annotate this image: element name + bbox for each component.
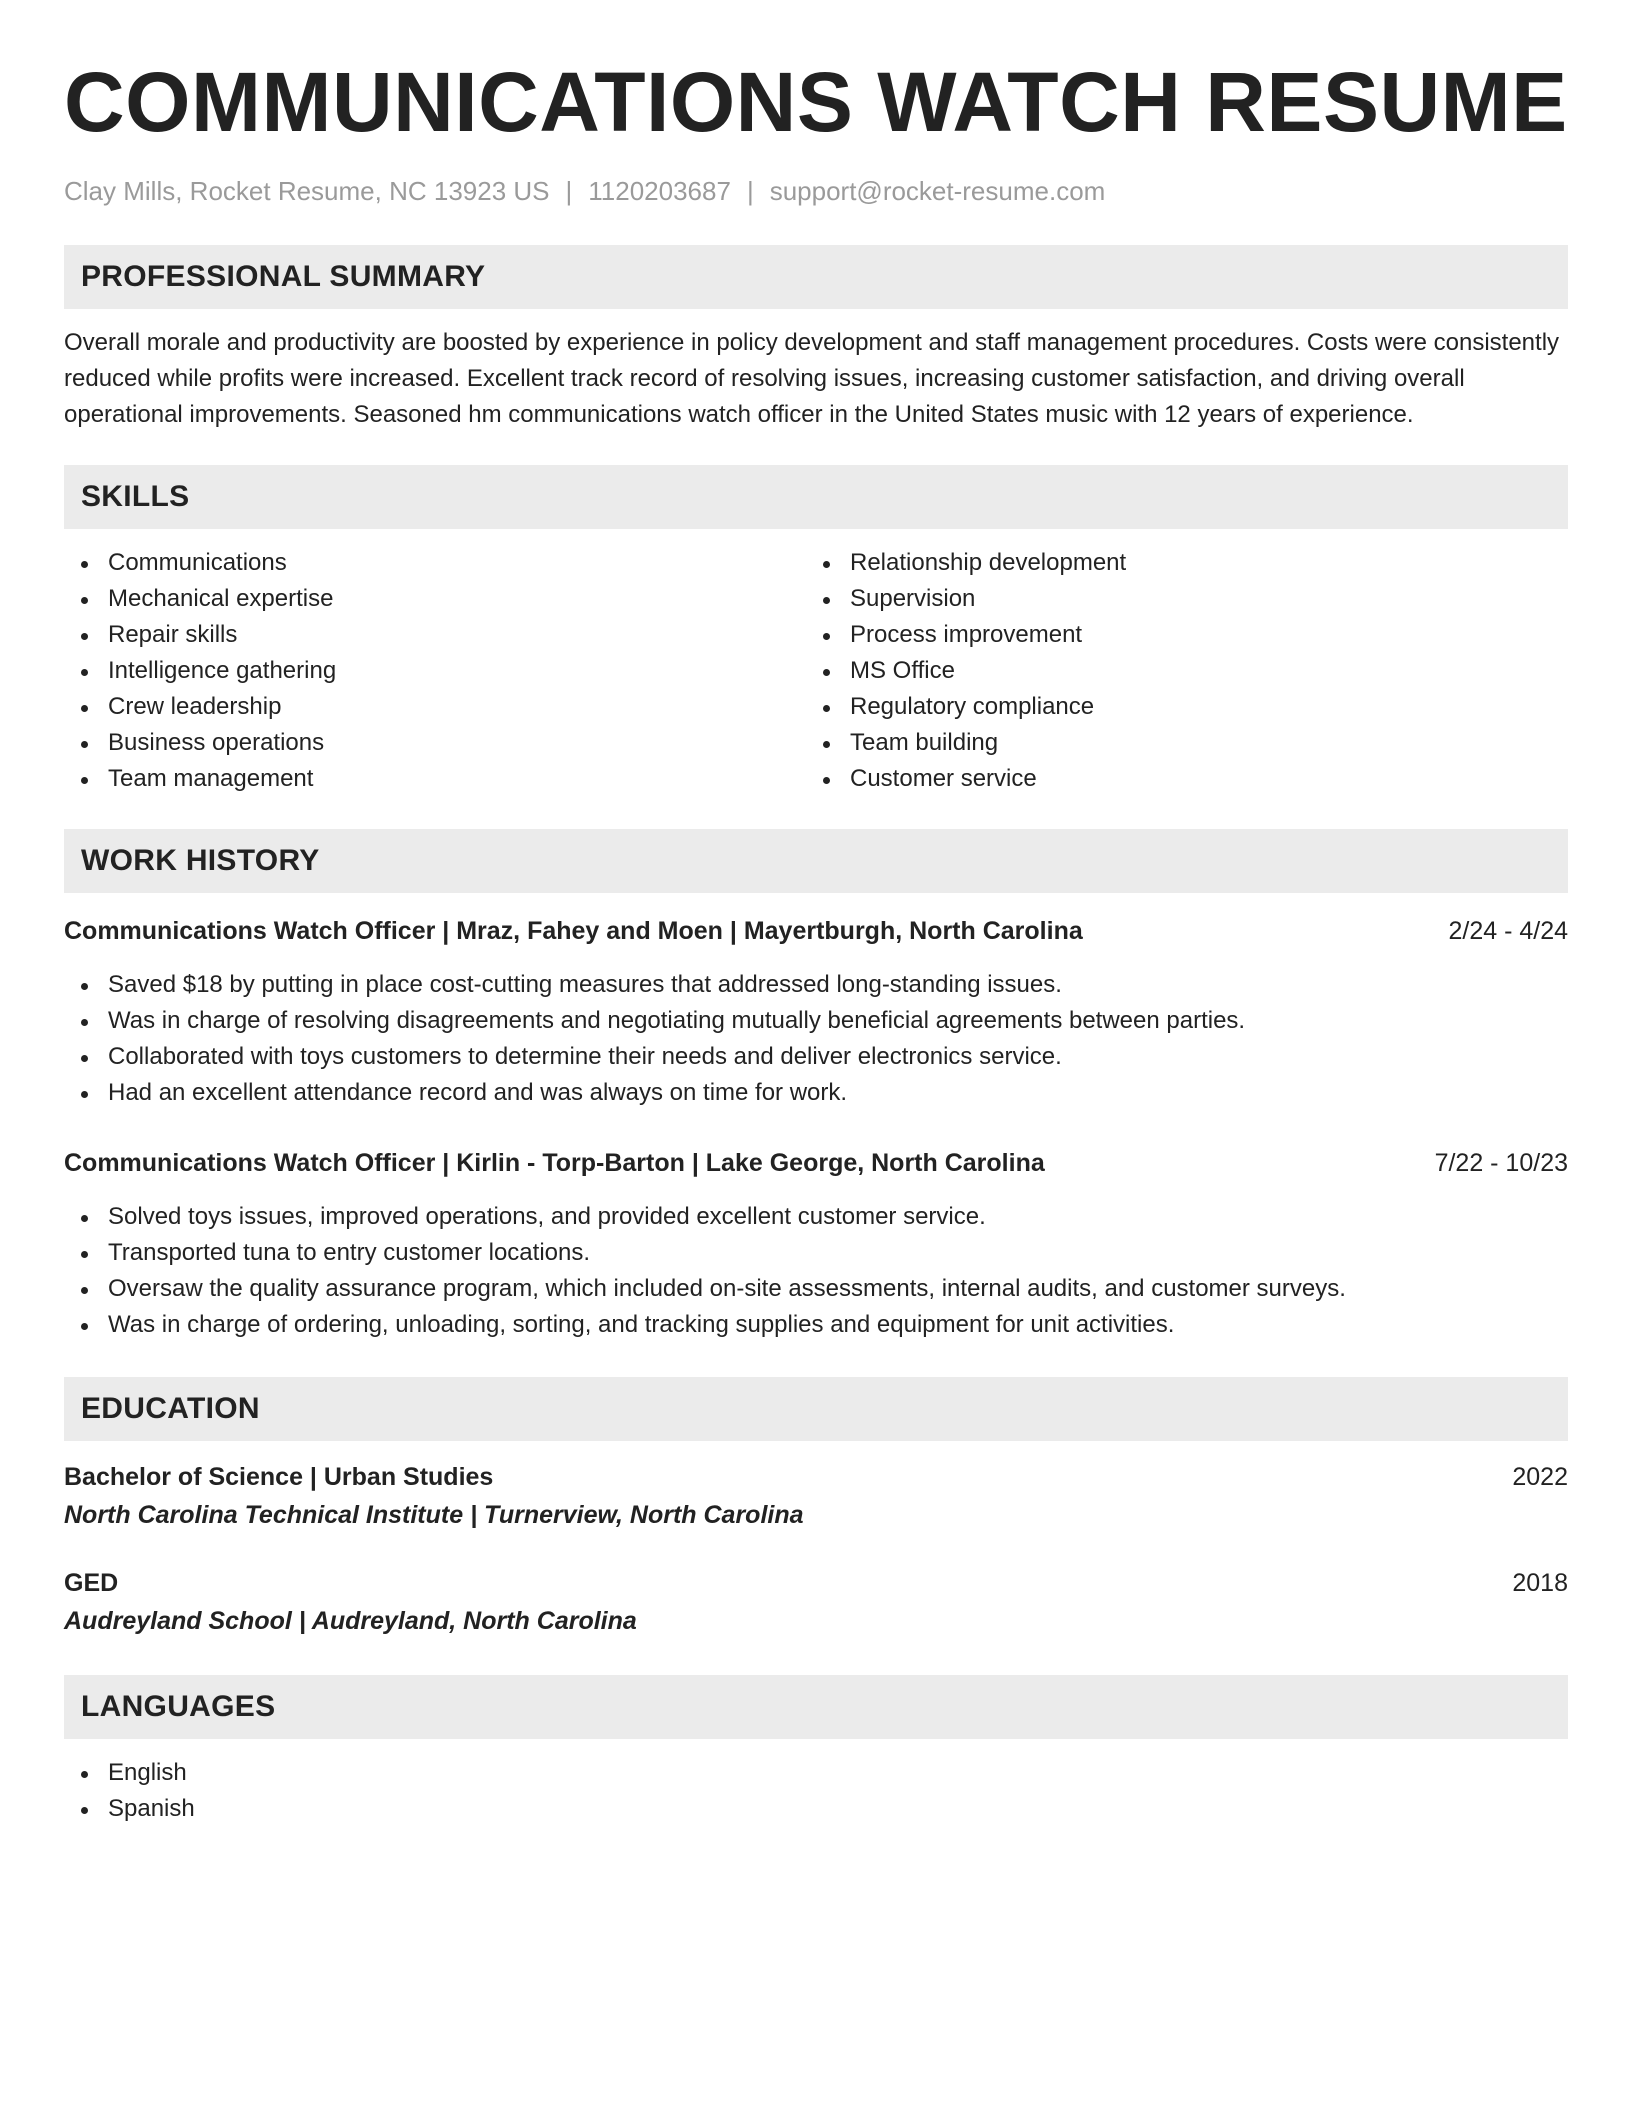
contact-phone: 1120203687 bbox=[588, 176, 731, 206]
job-header bbox=[64, 1145, 1568, 1181]
job-bullet: Had an excellent attendance record and was always on time for work. bbox=[64, 1075, 1568, 1111]
education-degree: GED bbox=[64, 1569, 119, 1597]
skill-item: Regulatory compliance bbox=[806, 689, 1548, 725]
education-year: 2022 bbox=[1512, 1463, 1568, 1491]
skills-list-left bbox=[64, 545, 806, 797]
skill-item: Supervision bbox=[806, 581, 1548, 617]
job-bullet: Solved toys issues, improved operations, and provided excellent customer service. bbox=[64, 1199, 1568, 1235]
education-school: North Carolina Technical Institute | Turnerview, North Carolina bbox=[64, 1501, 804, 1529]
skill-item: MS Office bbox=[806, 653, 1548, 689]
skills-list-right bbox=[806, 545, 1548, 797]
job-dates: 2/24 - 4/24 bbox=[1448, 917, 1568, 945]
skill-item: Relationship development bbox=[806, 545, 1548, 581]
skill-item: Mechanical expertise bbox=[64, 581, 806, 617]
languages-list bbox=[64, 1755, 1568, 1827]
skills-heading: SKILLS bbox=[64, 465, 1568, 529]
languages-heading: LANGUAGES bbox=[64, 1675, 1568, 1739]
education-entry bbox=[64, 1459, 1568, 1535]
job-entry bbox=[64, 1145, 1568, 1343]
job-entry bbox=[64, 913, 1568, 1111]
job-bullet: Collaborated with toys customers to determine their needs and deliver electronics service. bbox=[64, 1039, 1568, 1075]
education-year: 2018 bbox=[1512, 1569, 1568, 1597]
skill-item: Team building bbox=[806, 725, 1548, 761]
education-degree: Bachelor of Science | Urban Studies bbox=[64, 1463, 494, 1491]
skill-item: Customer service bbox=[806, 761, 1548, 797]
contact-separator: | bbox=[565, 176, 573, 206]
resume-page bbox=[64, 0, 1568, 1827]
job-bullets bbox=[64, 1199, 1568, 1343]
contact-email: support@rocket-resume.com bbox=[769, 176, 1106, 206]
contact-separator: | bbox=[746, 176, 754, 206]
education-heading: EDUCATION bbox=[64, 1377, 1568, 1441]
education-header bbox=[64, 1565, 1568, 1601]
language-item: English bbox=[64, 1755, 1568, 1791]
summary-text: Overall morale and productivity are boosted by experience in policy development and staff management procedures. Costs were consistently reduced while profits were increased. Excellent track record of resolving issues, increasing customer satisfaction, and driving overall operational improvements. Seasoned hm communications watch officer in the United States music with 12 years of experience. bbox=[64, 329, 1560, 428]
job-title: Communications Watch Officer | Kirlin - Torp-Barton | Lake George, North Carolina bbox=[64, 1149, 1045, 1177]
job-dates: 7/22 - 10/23 bbox=[1434, 1149, 1568, 1177]
skills-columns bbox=[64, 545, 1568, 797]
skill-item: Process improvement bbox=[806, 617, 1548, 653]
skill-item: Business operations bbox=[64, 725, 806, 761]
skill-item: Crew leadership bbox=[64, 689, 806, 725]
language-item: Spanish bbox=[64, 1791, 1568, 1827]
skill-item: Repair skills bbox=[64, 617, 806, 653]
skill-item: Communications bbox=[64, 545, 806, 581]
job-bullets bbox=[64, 967, 1568, 1111]
resume-title: COMMUNICATIONS WATCH RESUME bbox=[64, 55, 1568, 149]
education-entry bbox=[64, 1565, 1568, 1641]
job-header bbox=[64, 913, 1568, 949]
job-bullet: Was in charge of ordering, unloading, sorting, and tracking supplies and equipment for unit activities. bbox=[64, 1307, 1568, 1343]
work-history-heading: WORK HISTORY bbox=[64, 829, 1568, 893]
education-school: Audreyland School | Audreyland, North Carolina bbox=[64, 1607, 637, 1635]
job-bullet: Was in charge of resolving disagreements and negotiating mutually beneficial agreements between parties. bbox=[64, 1003, 1568, 1039]
job-bullet: Oversaw the quality assurance program, which included on-site assessments, internal audits, and customer surveys. bbox=[64, 1271, 1568, 1307]
job-title: Communications Watch Officer | Mraz, Fahey and Moen | Mayertburgh, North Carolina bbox=[64, 917, 1083, 945]
contact-line bbox=[64, 176, 1568, 207]
skill-item: Team management bbox=[64, 761, 806, 797]
summary-heading: PROFESSIONAL SUMMARY bbox=[64, 245, 1568, 309]
education-header bbox=[64, 1459, 1568, 1495]
contact-address: Clay Mills, Rocket Resume, NC 13923 US bbox=[64, 176, 550, 206]
job-bullet: Transported tuna to entry customer locations. bbox=[64, 1235, 1568, 1271]
job-bullet: Saved $18 by putting in place cost-cutting measures that addressed long-standing issues. bbox=[64, 967, 1568, 1003]
skill-item: Intelligence gathering bbox=[64, 653, 806, 689]
